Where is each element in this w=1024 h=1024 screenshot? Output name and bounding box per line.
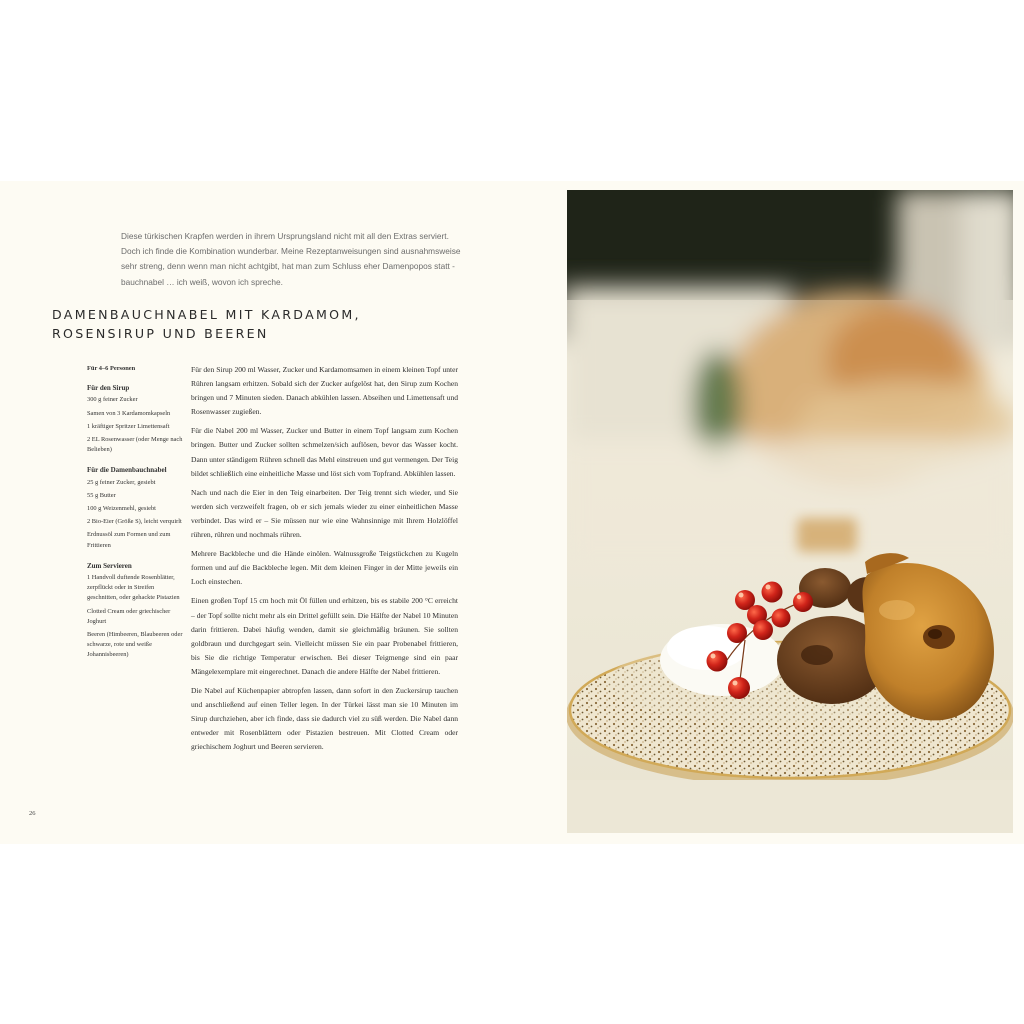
ingredient-section-sirup <box>87 383 183 455</box>
ingredient-item: 300 g feiner Zucker <box>87 396 138 404</box>
ingredient-section-title: Für die Damenbauchnabel <box>87 466 167 475</box>
ingredient-item: 2 Bio-Eier (Größe S), leicht verquirlt <box>87 518 182 526</box>
ingredient-item: 1 Handvoll duftende Rosenblätter, zerpflückt oder in Streifen geschnitten, oder gehackte Pistazien <box>87 574 180 602</box>
ingredient-item: 100 g Weizenmehl, gesiebt <box>87 505 156 513</box>
page-number: 26 <box>29 810 36 817</box>
ingredient-item: Erdnussöl zum Formen und zum Frittieren <box>87 531 171 549</box>
ingredient-item: 1 kräftiger Spritzer Limettensaft <box>87 422 170 430</box>
instruction-paragraph: Für den Sirup 200 ml Wasser, Zucker und Kardamomsamen in einem kleinen Topf unter Rühren langsam erhitzen. Sobald sich der Zucker aufgelöst hat, den Sirup zum Kochen bringen und 7 Minuten sieden. Danach abkühlen lassen. Abseihen und Limettensaft und Rosenwasser zugießen. <box>191 365 458 417</box>
ingredient-item: Beeren (Himbeeren, Blaubeeren oder schwarze, rote und weiße Johannisbeeren) <box>87 631 183 659</box>
instruction-paragraph: Nach und nach die Eier in den Teig einarbeiten. Der Teig trennt sich wieder, und Sie werden sich verzweifelt fragen, ob er sich jemals wieder zu einer einheitlichen Masse verbindet. Das wird er – Sie müssen nur wie eine Wahnsinnige mit Ihrem Holzlöffel rühren, rühren und nochmals rühren. <box>191 487 458 540</box>
recipe-title-line-1: DAMENBAUCHNABEL MIT KARDAMOM, <box>52 307 361 322</box>
ingredient-item: Samen von 3 Kardamomkapseln <box>87 409 171 417</box>
instruction-paragraph: Die Nabel auf Küchenpapier abtropfen lassen, dann sofort in den Zuckersirup tauchen und anschließend auf einen Teller legen. In der Türkei lässt man sie 10 Minuten im Sirup durchziehen, aber ich finde, dass sie dadurch viel zu süß werden. Die Nabel dann entweder mit Rosenblättern oder Pistazien bestreuen. Mit Clotted Cream oder griechischem Joghurt und Beeren servieren. <box>191 685 458 752</box>
servings: Für 4–6 Personen <box>87 365 136 372</box>
ingredients-sidebar <box>87 364 183 671</box>
instruction-paragraph: Für die Nabel 200 ml Wasser, Zucker und Butter in einem Topf langsam zum Kochen bringen. Butter und Zucker sollten schmelzen/sich auflösen, bevor das Wasser kocht. Dann unter ständigem Rühren schnell das Mehl einstreuen und gut vermengen. Der Teig bildet schließlich eine einheitliche Masse und löst sich vom Topfrand. Abkühlen lassen. <box>191 426 458 478</box>
recipe-instructions <box>191 363 458 759</box>
ingredient-item: Clotted Cream oder griechischer Joghurt <box>87 607 171 625</box>
instruction-paragraph: Mehrere Backbleche und die Hände einölen. Walnussgroße Teigstückchen zu Kugeln formen und auf die Backbleche legen. Mit dem kleinen Finger in der Mitte jeweils ein Loch einstechen. <box>191 549 458 587</box>
instruction-paragraph: Einen großen Topf 15 cm hoch mit Öl füllen und erhitzen, bis es stabile 200 °C erreicht – der Topf sollte nicht mehr als ein Drittel gefüllt sein. Die Hälfte der Nabel 10 Minuten darin frittieren. Dabei häufig wenden, damit sie gleichmäßig bräunen. Sie sollten goldbraun und durchgegart sein. Vielleicht müssen Sie ein paar Probenabel frittieren, bis Sie die richtige Temperatur erwischen. Bei dieser Teigmenge sind ein paar Mängelexemplare mit eingerechnet. Danach die andere Hälfte der Nabel frittieren. <box>191 596 458 676</box>
ingredient-item: 2 EL Rosenwasser (oder Menge nach Belieben) <box>87 436 183 454</box>
recipe-title-line-2: ROSENSIRUP UND BEEREN <box>52 326 269 341</box>
ingredient-item: 25 g feiner Zucker, gesiebt <box>87 478 156 486</box>
food-photo <box>567 190 1013 833</box>
recipe-title <box>52 305 432 343</box>
ingredient-section-title: Zum Servieren <box>87 561 132 570</box>
ingredient-item: 55 g Butter <box>87 491 116 499</box>
intro-text: Diese türkischen Krapfen werden in ihrem Ursprungsland nicht mit all den Extras serviert. Doch ich finde die Kombination wunderbar. Meine Rezeptanweisungen sind ausnahmsweise sehr streng, denn wenn man nicht achtgibt, hat man zum Schluss eher Damenpopos statt -bauchnabel … ich weiß, wovon ich spreche. <box>121 231 461 287</box>
ingredient-section-damenbauchnabel <box>87 465 183 550</box>
ingredient-section-servieren <box>87 561 183 661</box>
ingredient-section-title: Für den Sirup <box>87 384 130 393</box>
